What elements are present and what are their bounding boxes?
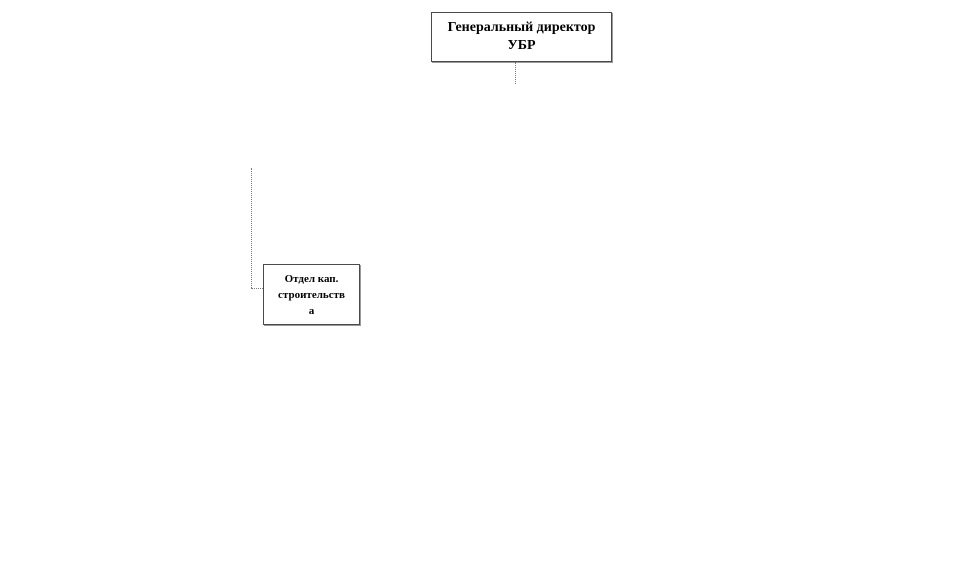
capital-construction-dept-node <box>263 264 360 325</box>
director-node <box>431 12 612 62</box>
branch-horizontal-line <box>251 288 263 289</box>
dept-title-line3: а <box>308 304 315 317</box>
dept-title-line1: Отдел кап. <box>284 272 339 285</box>
director-title-line1: Генеральный директор <box>447 20 596 35</box>
branch-vertical-line <box>251 168 252 288</box>
director-title-line2: УБР <box>507 38 536 53</box>
dept-title-line2: строительств <box>278 288 345 301</box>
director-connector-line <box>515 62 516 84</box>
